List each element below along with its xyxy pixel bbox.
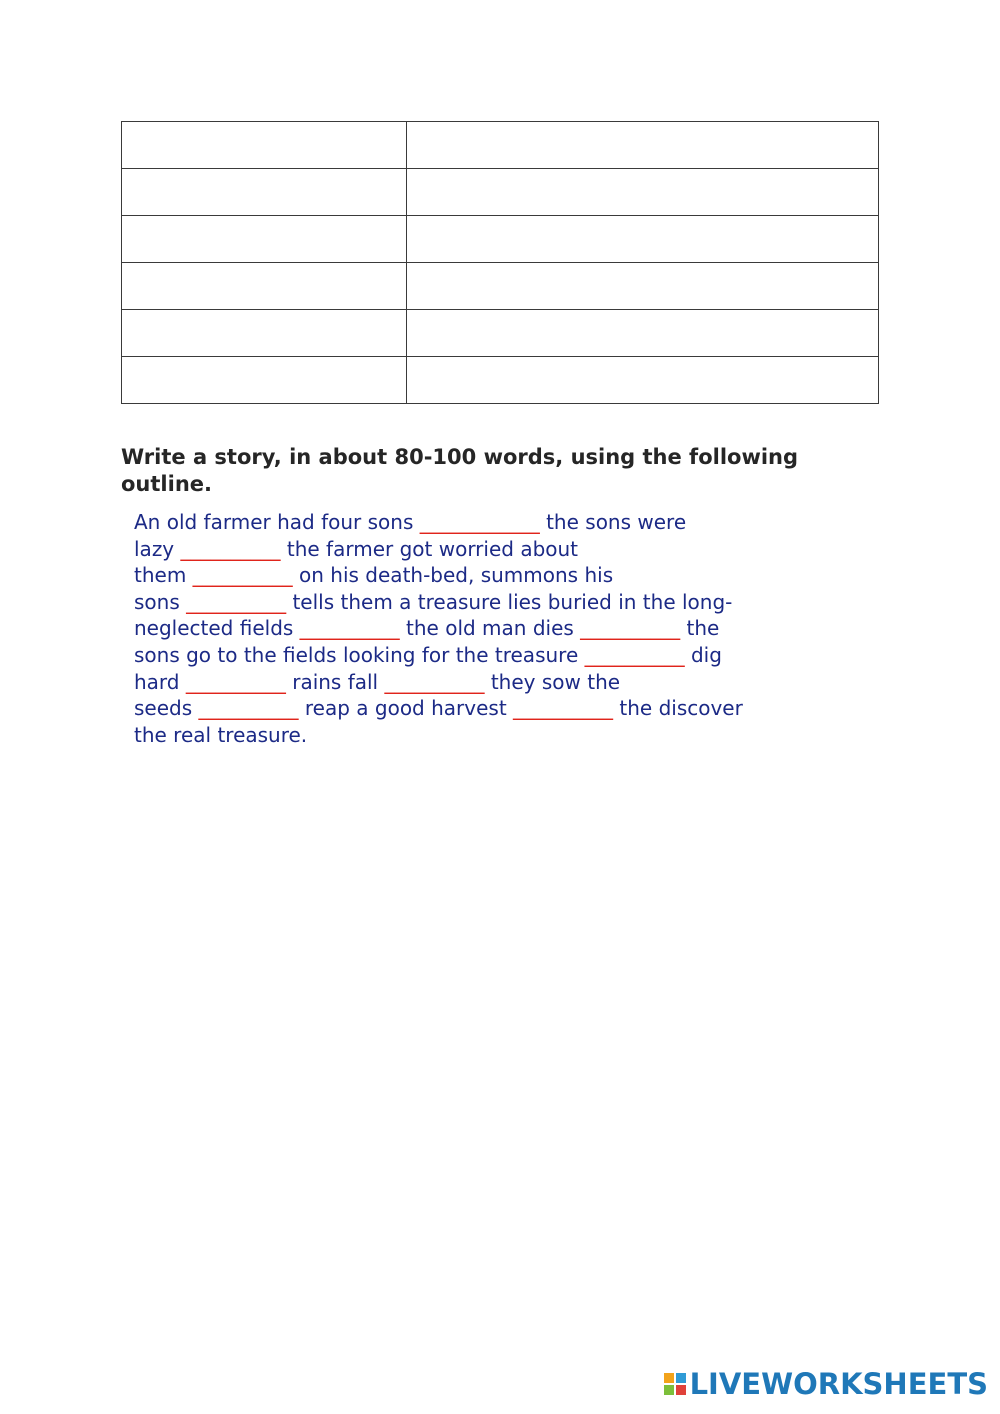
table-row <box>122 263 879 310</box>
table-cell-right[interactable] <box>407 169 879 216</box>
outline-line <box>134 536 894 563</box>
logo-text: LIVEWORKSHEETS <box>689 1367 988 1401</box>
table-cell-left[interactable] <box>122 216 407 263</box>
outline-text: seeds <box>134 696 199 721</box>
table-cell-right[interactable] <box>407 216 879 263</box>
outline-text: hard <box>134 669 186 694</box>
outline-text: the discover <box>613 696 743 721</box>
outline-text: the real treasure. <box>134 722 308 747</box>
outline-text: sons <box>134 589 187 614</box>
table-cell-right[interactable] <box>407 122 879 169</box>
table-cell-left[interactable] <box>122 169 407 216</box>
answer-table-body <box>122 122 879 404</box>
outline-text: the farmer got worried about <box>280 536 579 561</box>
outline-text: lazy <box>134 536 181 561</box>
outline-line <box>134 695 894 722</box>
outline-line <box>134 722 894 749</box>
outline-text: reap a good harvest <box>298 696 514 721</box>
outline-line <box>134 642 894 669</box>
outline-line <box>134 669 894 696</box>
outline-line <box>134 589 894 616</box>
fill-in-blank[interactable]: __________ <box>384 669 485 694</box>
table-cell-left[interactable] <box>122 310 407 357</box>
table-row <box>122 122 879 169</box>
outline-text: them <box>134 563 193 588</box>
table-row <box>122 310 879 357</box>
fill-in-blank[interactable]: __________ <box>186 589 287 614</box>
fill-in-blank[interactable]: __________ <box>198 696 299 721</box>
fill-in-blank[interactable]: ____________ <box>419 510 540 534</box>
table-cell-left[interactable] <box>122 122 407 169</box>
table-cell-right[interactable] <box>407 357 879 404</box>
liveworksheets-logo-icon <box>664 1373 686 1395</box>
outline-line <box>134 562 894 589</box>
fill-in-blank[interactable]: __________ <box>180 536 281 561</box>
outline-text: rains fall <box>285 669 385 694</box>
table-cell-left[interactable] <box>122 357 407 404</box>
outline-line <box>134 615 894 642</box>
outline-line <box>134 509 894 536</box>
instruction-heading: Write a story, in about 80-100 words, using the following outline. <box>121 445 799 496</box>
table-row <box>122 357 879 404</box>
answer-table <box>121 121 879 404</box>
outline-text: the sons were <box>539 510 687 534</box>
liveworksheets-logo <box>664 1364 988 1404</box>
outline-text: on his death-bed, summons his <box>292 563 614 588</box>
outline-text: the old man dies <box>399 616 581 641</box>
outline-text: An old farmer had four sons <box>134 510 420 534</box>
fill-in-blank[interactable]: __________ <box>299 616 400 641</box>
outline-text: sons go to the fields looking for the treasure <box>134 642 585 667</box>
fill-in-blank[interactable]: __________ <box>192 563 293 588</box>
table-cell-left[interactable] <box>122 263 407 310</box>
table-cell-right[interactable] <box>407 263 879 310</box>
fill-in-blank[interactable]: __________ <box>513 696 614 721</box>
outline-text: tells them a treasure lies buried in the long- <box>286 589 733 614</box>
outline-text: the <box>680 616 720 641</box>
fill-in-blank[interactable]: __________ <box>185 669 286 694</box>
outline-text: they sow the <box>484 669 621 694</box>
outline-text: neglected fields <box>134 616 300 641</box>
table-row <box>122 169 879 216</box>
fill-in-blank[interactable]: __________ <box>580 616 681 641</box>
outline-text: dig <box>684 642 722 667</box>
table-row <box>122 216 879 263</box>
table-cell-right[interactable] <box>407 310 879 357</box>
fill-in-blank[interactable]: __________ <box>584 642 685 667</box>
story-outline <box>134 509 894 748</box>
